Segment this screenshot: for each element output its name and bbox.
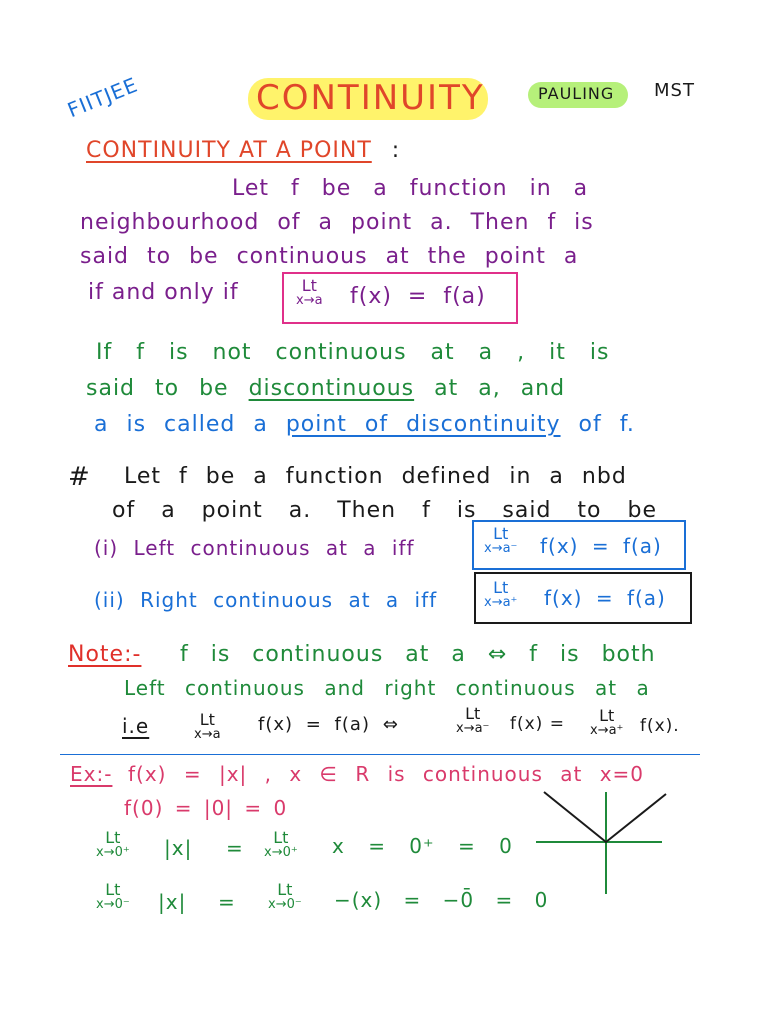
right-limit (484, 580, 517, 610)
example-r2-rest: −(x) = −0̄ = 0 (334, 888, 549, 912)
disc-line-2-post: at a, and (434, 376, 566, 401)
note-limit-2-top: Lt (465, 704, 481, 723)
def-line-2: neighbourhood of a point a. Then f is (80, 210, 594, 235)
right-formula: f(x) = f(a) (544, 586, 666, 610)
example-r1-limit-2 (264, 830, 298, 860)
example-r1-limit-bottom: x→0⁺ (96, 845, 130, 860)
note-eq-2: f(x) = (510, 714, 565, 734)
hash-mark: # (68, 462, 91, 492)
example-r1-eq: = (226, 836, 244, 860)
disc-line-1: If f is not continuous at a , it is (96, 340, 610, 365)
section-divider (60, 754, 700, 755)
note-limit-3 (590, 708, 623, 738)
def-formula: f(x) = f(a) (350, 284, 486, 309)
tag-mst: MST (654, 80, 695, 101)
def-limit-top: Lt (301, 276, 317, 295)
example-r1-limit (96, 830, 130, 860)
left-limit-bottom: x→a⁻ (484, 541, 518, 556)
note-line-1: f is continuous at a ⇔ f is both (180, 642, 656, 667)
note-line-2: Left continuous and right continuous at a (124, 676, 650, 700)
example-r2-limit-2 (268, 882, 302, 912)
def-line-1: Let f be a function in a (232, 176, 589, 201)
note-limit-1 (194, 712, 221, 742)
note-eq-3: f(x). (640, 716, 680, 736)
section-heading (86, 138, 400, 163)
example-line-2: f(0) = |0| = 0 (124, 796, 288, 820)
tag-pauling: PAULING (538, 84, 615, 103)
note-limit-1-bottom: x→a (194, 727, 221, 742)
example-label: Ex:- (70, 762, 113, 786)
note-limit-1-top: Lt (199, 710, 215, 729)
example-r1-rest: x = 0⁺ = 0 (332, 834, 513, 858)
example-r2-eq: = (218, 890, 236, 914)
example-r2-fn: |x| (158, 890, 187, 914)
disc-line-3-pre: a is called a (94, 412, 268, 437)
abs-value-graph (536, 790, 676, 900)
example-r1-limit-2-top: Lt (273, 828, 289, 847)
note-limit-3-top: Lt (599, 706, 615, 725)
note-limit-2 (456, 706, 489, 736)
onesided-line-2: of a point a. Then f is said to be (112, 498, 657, 523)
example-r2-limit-2-bottom: x→0⁻ (268, 897, 302, 912)
example-r2-limit-top: Lt (105, 880, 121, 899)
note-limit-3-bottom: x→a⁺ (590, 723, 624, 738)
left-limit-top: Lt (493, 524, 509, 543)
example-r1-fn: |x| (164, 836, 193, 860)
def-limit-bottom: x→a (296, 293, 323, 308)
left-formula: f(x) = f(a) (540, 534, 662, 558)
example-r2-limit (96, 882, 130, 912)
brand-fiitjee: FIITJEE (64, 72, 142, 123)
left-limit (484, 526, 517, 556)
disc-line-3 (94, 412, 635, 437)
left-continuous-label: (i) Left continuous at a iff (94, 536, 415, 560)
note-eq-1: f(x) = f(a) ⇔ (258, 714, 399, 735)
heading-text: CONTINUITY AT A POINT (86, 138, 372, 163)
right-continuous-label: (ii) Right continuous at a iff (94, 588, 438, 612)
right-limit-top: Lt (493, 578, 509, 597)
example-r1-limit-2-bottom: x→0⁺ (264, 845, 298, 860)
example-r2-limit-bottom: x→0⁻ (96, 897, 130, 912)
note-label: Note:- (68, 642, 142, 667)
example-r1-limit-top: Lt (105, 828, 121, 847)
right-limit-bottom: x→a⁺ (484, 595, 518, 610)
def-line-3: said to be continuous at the point a (80, 244, 579, 269)
disc-line-2 (86, 376, 565, 401)
example-r2-limit-2-top: Lt (277, 880, 293, 899)
heading-colon: : (391, 138, 401, 163)
disc-term: discontinuous (248, 376, 415, 401)
page-title: CONTINUITY (256, 78, 485, 118)
note-ie: i.e (122, 714, 150, 738)
note-limit-2-bottom: x→a⁻ (456, 721, 490, 736)
disc-line-2-pre: said to be (86, 376, 229, 401)
disc-line-3-post: of f. (578, 412, 635, 437)
def-limit (296, 278, 323, 308)
onesided-line-1: Let f be a function defined in a nbd (124, 464, 627, 489)
def-line-4: if and only if (88, 280, 239, 305)
discontinuity-term: point of discontinuity (285, 412, 561, 437)
example-line-1: f(x) = |x| , x ∈ R is continuous at x=0 (128, 762, 645, 786)
